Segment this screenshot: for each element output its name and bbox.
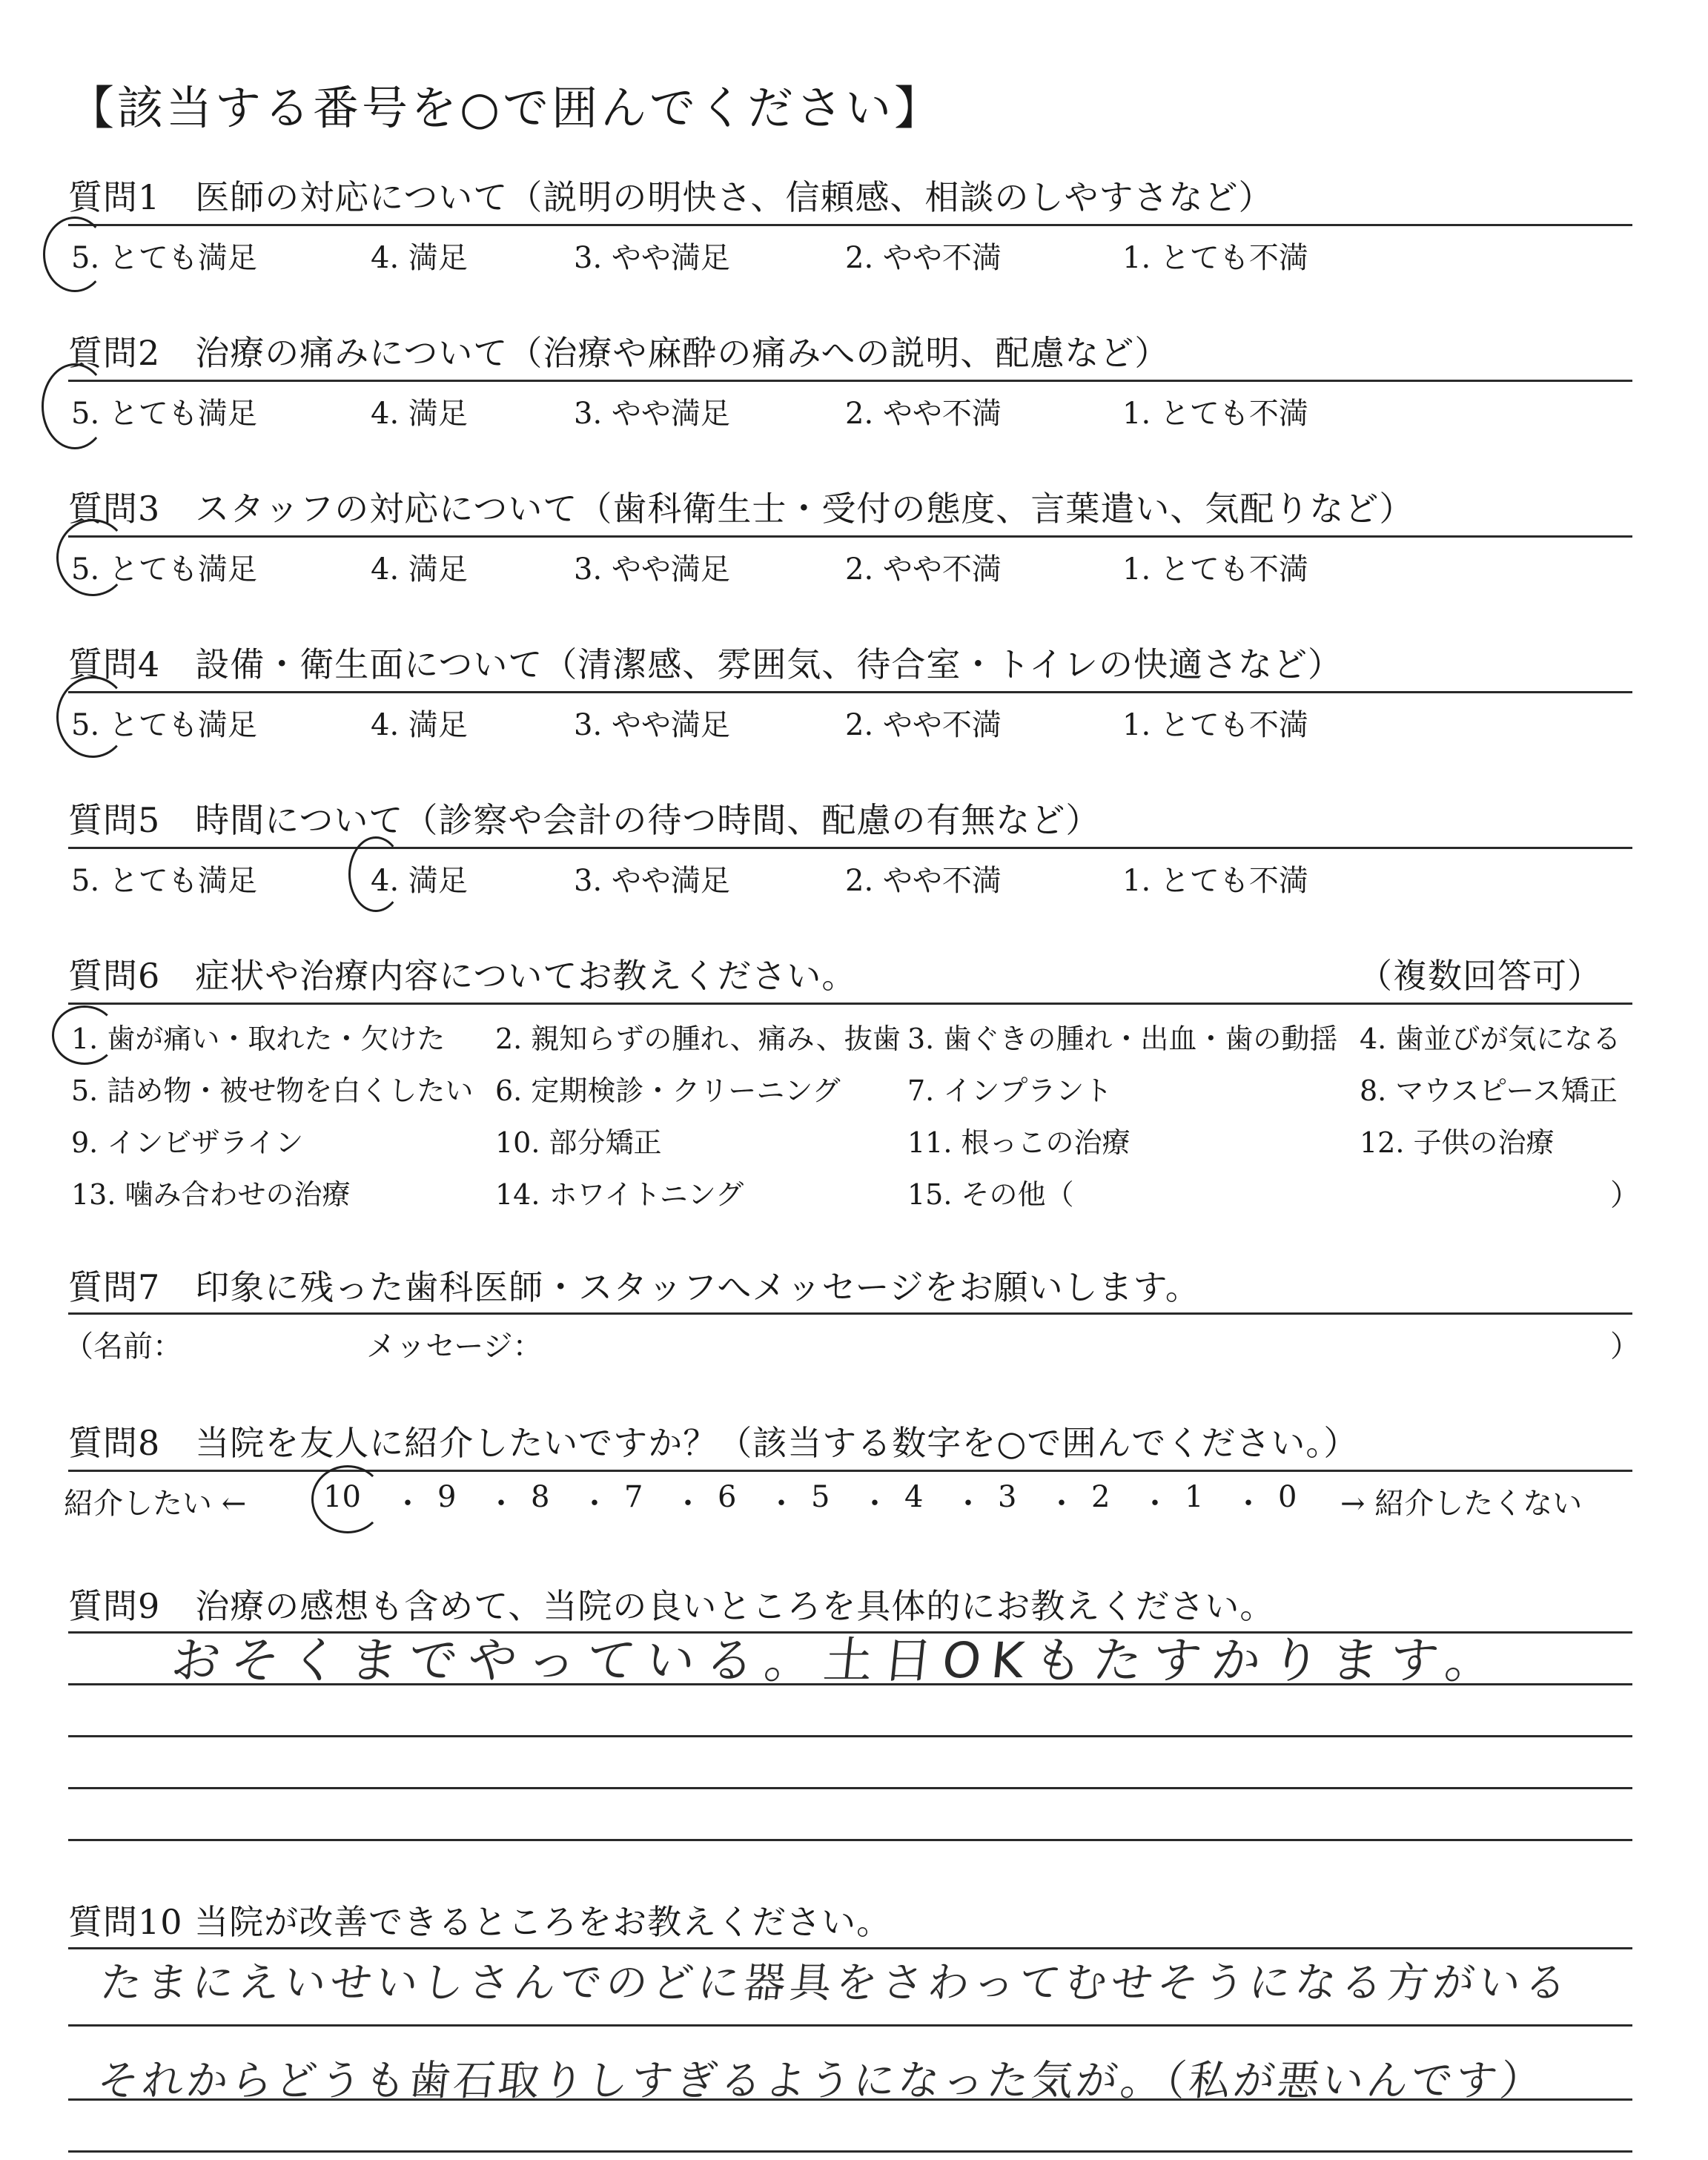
q8-dot: ・ [486, 1487, 516, 1521]
q8-dot: ・ [1047, 1487, 1076, 1521]
answer-circle [56, 676, 129, 758]
q6-option-6[interactable]: 6. 定期検診・クリーニング [495, 1074, 841, 1107]
q8-left-label: 紹介したい ← [64, 1487, 247, 1521]
q3-option-5[interactable]: 5. とても満足 [71, 552, 257, 587]
answer-circle [56, 519, 129, 596]
q8-dot: ・ [673, 1487, 703, 1521]
q6-option-8[interactable]: 8. マウスピース矯正 [1360, 1074, 1618, 1107]
q8-dot: ・ [953, 1487, 983, 1521]
q5-option-1[interactable]: 1. とても不満 [1122, 864, 1308, 898]
question-3-title: 質問3 スタッフの対応について（歯科衛生士・受付の態度、言葉遣い、気配りなど） [68, 489, 1414, 529]
answer-line [68, 1839, 1632, 1841]
q5-option-5[interactable]: 5. とても満足 [71, 864, 257, 898]
divider [68, 535, 1632, 538]
q3-option-3[interactable]: 3. やや満足 [574, 552, 730, 587]
q7-name-label: （名前： [64, 1330, 182, 1364]
q8-number-4[interactable]: 4 [904, 1480, 924, 1514]
question-6-note: （複数回答可） [1358, 956, 1602, 996]
q10-handwritten-answer-line-2: それからどうも歯石取りしすぎるようになった気が。（私が悪いんです） [95, 2057, 1547, 2105]
question-8-title: 質問8 当院を友人に紹介したいですか？（該当する数字を○で囲んでください。） [68, 1423, 1359, 1463]
q6-other-close-paren: ） [1610, 1178, 1640, 1212]
q2-option-1[interactable]: 1. とても不満 [1122, 397, 1308, 431]
q6-option-5[interactable]: 5. 詰め物・被せ物を白くしたい [71, 1074, 474, 1107]
q10-handwritten-answer-line-1: たまにえいせいしさんでのどに器具をさわってむせそうになる方がいる [98, 1959, 1574, 2007]
question-2-title: 質問2 治療の痛みについて（治療や麻酔の痛みへの説明、配慮など） [68, 333, 1170, 373]
question-4-title: 質問4 設備・衛生面について（清潔感、雰囲気、待合室・トイレの快適さなど） [68, 644, 1343, 684]
answer-circle [52, 1005, 117, 1065]
q8-number-0[interactable]: 0 [1278, 1480, 1297, 1514]
answer-circle [348, 836, 403, 912]
question-10-title: 質問10 当院が改善できるところをお教えください。 [68, 1902, 892, 1942]
answer-line [68, 2150, 1632, 2153]
divider [68, 224, 1632, 226]
q6-option-12[interactable]: 12. 子供の治療 [1360, 1126, 1555, 1159]
q5-option-2[interactable]: 2. やや不満 [845, 864, 1002, 898]
q6-option-11[interactable]: 11. 根っこの治療 [907, 1126, 1131, 1159]
form-header: 【該当する番号を○で囲んでください】 [68, 81, 944, 135]
answer-line [68, 1947, 1632, 1949]
q6-option-15[interactable]: 15. その他（ [907, 1178, 1074, 1211]
question-7-title: 質問7 印象に残った歯科医師・スタッフへメッセージをお願いします。 [68, 1267, 1200, 1307]
answer-line [68, 1787, 1632, 1789]
q8-dot: ・ [767, 1487, 796, 1521]
q6-option-9[interactable]: 9. インビザライン [71, 1126, 304, 1159]
q1-option-2[interactable]: 2. やや不満 [845, 241, 1002, 275]
q3-option-4[interactable]: 4. 満足 [371, 552, 468, 587]
q4-option-3[interactable]: 3. やや満足 [574, 708, 730, 742]
q3-option-2[interactable]: 2. やや不満 [845, 552, 1002, 587]
q8-dot: ・ [1234, 1487, 1263, 1521]
q4-option-4[interactable]: 4. 満足 [371, 708, 468, 742]
q8-number-10[interactable]: 10 [323, 1480, 361, 1514]
q8-number-9[interactable]: 9 [437, 1480, 457, 1514]
q4-option-1[interactable]: 1. とても不満 [1122, 708, 1308, 742]
q8-right-label: → 紹介したくない [1340, 1487, 1583, 1521]
q8-number-8[interactable]: 8 [531, 1480, 550, 1514]
q8-number-5[interactable]: 5 [811, 1480, 830, 1514]
q5-option-3[interactable]: 3. やや満足 [574, 864, 730, 898]
q8-number-1[interactable]: 1 [1185, 1480, 1204, 1514]
q6-option-13[interactable]: 13. 噛み合わせの治療 [71, 1178, 351, 1211]
q7-close-paren: ） [1610, 1330, 1640, 1364]
divider [68, 1470, 1632, 1472]
answer-circle [311, 1465, 384, 1533]
divider [68, 1312, 1632, 1315]
question-1-title: 質問1 医師の対応について（説明の明快さ、信頼感、相談のしやすさなど） [68, 177, 1274, 217]
q8-dot: ・ [860, 1487, 890, 1521]
q8-dot: ・ [393, 1487, 423, 1521]
question-6-title: 質問6 症状や治療内容についてお教えください。 [68, 956, 857, 996]
answer-line [68, 2024, 1632, 2027]
divider [68, 691, 1632, 693]
q8-number-6[interactable]: 6 [718, 1480, 737, 1514]
divider [68, 847, 1632, 849]
q8-number-7[interactable]: 7 [624, 1480, 643, 1514]
q8-dot: ・ [580, 1487, 609, 1521]
q8-dot: ・ [1140, 1487, 1170, 1521]
q2-option-2[interactable]: 2. やや不満 [845, 397, 1002, 431]
q6-option-10[interactable]: 10. 部分矯正 [495, 1126, 662, 1159]
q2-option-3[interactable]: 3. やや満足 [574, 397, 730, 431]
divider [68, 1003, 1632, 1005]
q1-option-3[interactable]: 3. やや満足 [574, 241, 730, 275]
answer-circle [42, 363, 108, 449]
q8-number-2[interactable]: 2 [1091, 1480, 1110, 1514]
q7-message-label: メッセージ： [366, 1330, 543, 1364]
q1-option-1[interactable]: 1. とても不満 [1122, 241, 1308, 275]
q5-option-4[interactable]: 4. 満足 [371, 864, 468, 898]
q6-option-3[interactable]: 3. 歯ぐきの腫れ・出血・歯の動揺 [907, 1023, 1338, 1055]
q2-option-5[interactable]: 5. とても満足 [71, 397, 257, 431]
answer-line [68, 1735, 1632, 1737]
q4-option-5[interactable]: 5. とても満足 [71, 708, 257, 742]
q6-option-2[interactable]: 2. 親知らずの腫れ、痛み、抜歯 [495, 1023, 901, 1055]
q6-option-14[interactable]: 14. ホワイトニング [495, 1178, 744, 1211]
answer-circle [43, 217, 107, 292]
q1-option-4[interactable]: 4. 満足 [371, 241, 468, 275]
q4-option-2[interactable]: 2. やや不満 [845, 708, 1002, 742]
question-5-title: 質問5 時間について（診察や会計の待つ時間、配慮の有無など） [68, 800, 1101, 840]
q3-option-1[interactable]: 1. とても不満 [1122, 552, 1308, 587]
q2-option-4[interactable]: 4. 満足 [371, 397, 468, 431]
q8-number-3[interactable]: 3 [998, 1480, 1017, 1514]
q6-option-4[interactable]: 4. 歯並びが気になる [1360, 1023, 1621, 1055]
divider [68, 380, 1632, 382]
q9-handwritten-answer: おそくまでやっている。土日OKもたすかります。 [168, 1632, 1508, 1689]
q6-option-7[interactable]: 7. インプラント [907, 1074, 1113, 1107]
q1-option-5[interactable]: 5. とても満足 [71, 241, 257, 275]
q6-option-1[interactable]: 1. 歯が痛い・取れた・欠けた [71, 1023, 446, 1055]
question-9-title: 質問9 治療の感想も含めて、当院の良いところを具体的にお教えください。 [68, 1586, 1275, 1626]
